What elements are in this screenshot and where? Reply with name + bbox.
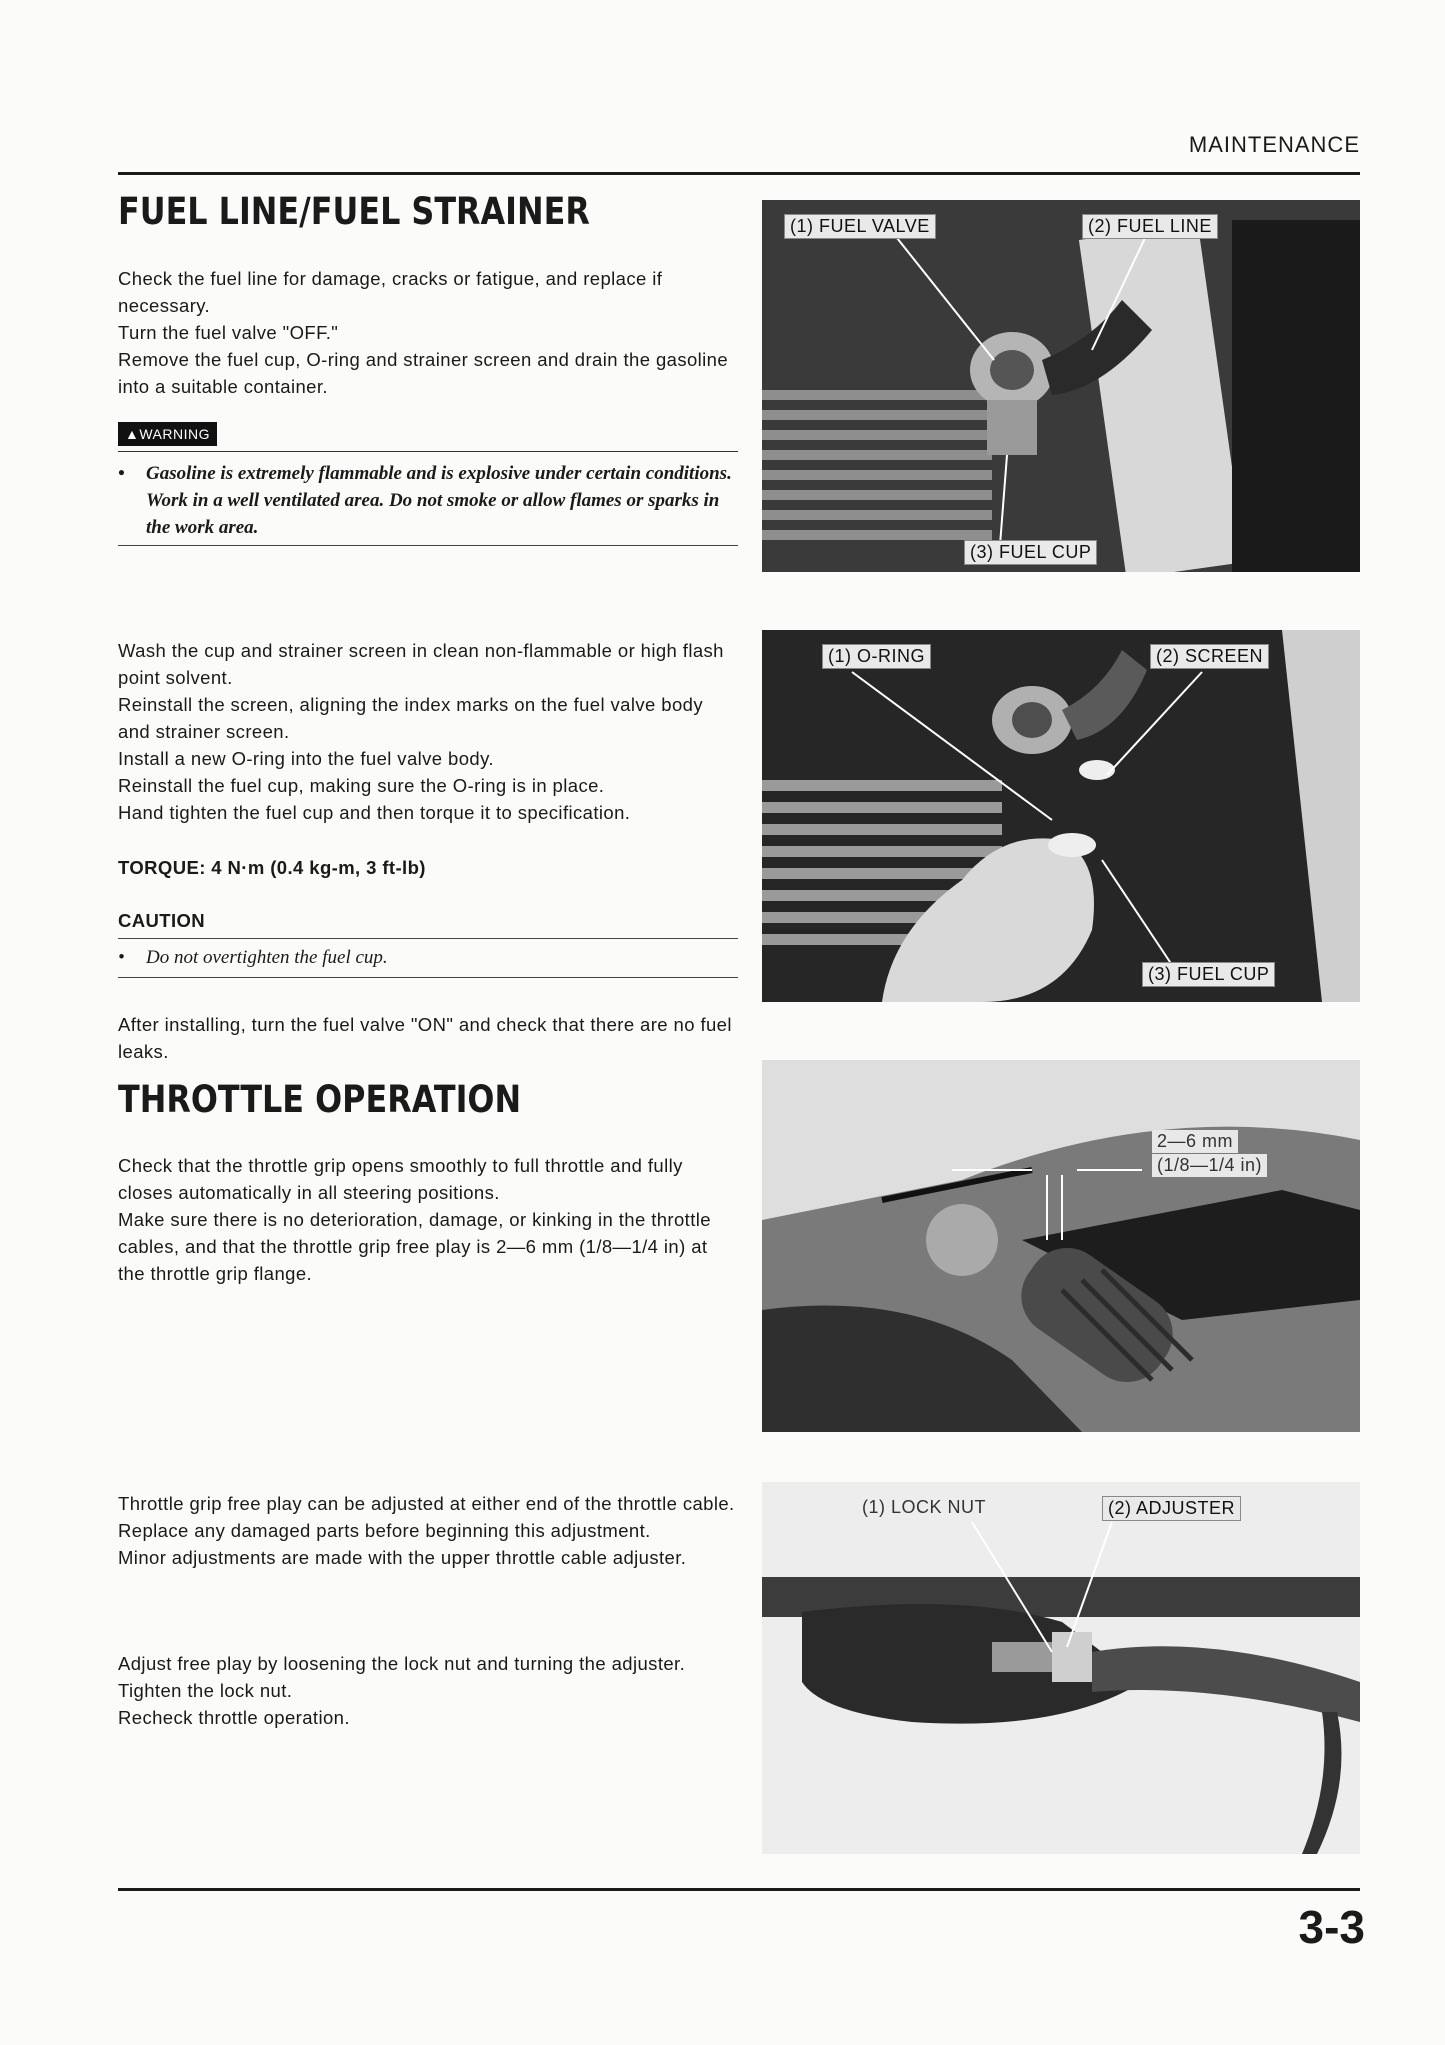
- strainer-photo-art: [762, 630, 1360, 1002]
- throttle-cable-photo: [762, 1482, 1360, 1854]
- throttle-adjust: [118, 1490, 738, 1571]
- warning-rule: [118, 451, 738, 452]
- callout-fuel-cup: (3) FUEL CUP: [964, 540, 1097, 565]
- callout-fuel-valve: (1) FUEL VALVE: [784, 214, 936, 239]
- callout-free-play-mm: 2—6 mm: [1152, 1130, 1238, 1153]
- throttle-adjust-2: Minor adjustments are made with the upper throttle cable adjuster.: [118, 1547, 687, 1568]
- warning-note: [118, 460, 738, 541]
- warning-triangle-icon: ▲: [125, 426, 140, 442]
- caution-note: [118, 944, 738, 971]
- fuel-after-text: After installing, turn the fuel valve "ON" and check that there are no fuel leaks.: [118, 1014, 732, 1062]
- throttle-adjust-step-1: Adjust free play by loosening the lock nut and turning the adjuster.: [118, 1653, 686, 1674]
- section-label: MAINTENANCE: [1188, 132, 1360, 157]
- fuel-step-2: Reinstall the screen, aligning the index marks on the fuel valve body and strainer screen.: [118, 694, 703, 742]
- throttle-adjust-1: Throttle grip free play can be adjusted at either end of the throttle cable. Replace any damaged parts before beginning this adjustment.: [118, 1493, 735, 1541]
- throttle-section-title: THROTTLE OPERATION: [118, 1078, 522, 1121]
- callout-lock-nut: (1) LOCK NUT: [862, 1497, 987, 1517]
- callout-adjuster: (2) ADJUSTER: [1102, 1496, 1241, 1521]
- callout-fuel-line: (2) FUEL LINE: [1082, 214, 1218, 239]
- fuel-step-5: Hand tighten the fuel cup and then torque it to specification.: [118, 802, 631, 823]
- caution-top-rule: [118, 938, 738, 939]
- warning-badge: [118, 422, 217, 446]
- throttle-check-2: Make sure there is no deterioration, damage, or kinking in the throttle cables, and that the throttle grip free play is 2—6 mm (1/8—1/4 in) at the throttle grip flange.: [118, 1209, 711, 1284]
- warning-header: [118, 422, 738, 454]
- throttle-cable-photo-art: [762, 1482, 1360, 1854]
- callout-screen: (2) SCREEN: [1150, 644, 1269, 669]
- callout-free-play-in: (1/8—1/4 in): [1152, 1154, 1267, 1177]
- warning-text: Gasoline is extremely flammable and is explosive under certain conditions. Work in a well ventilated area. Do not smoke or allow flames or sparks in the work area.: [146, 463, 732, 538]
- fuel-intro-line-3: Remove the fuel cup, O-ring and strainer screen and drain the gasoline into a suitable container.: [118, 349, 729, 397]
- strainer-photo: [762, 630, 1360, 1002]
- page-number: 3-3: [1298, 1901, 1365, 1953]
- bullet: •: [118, 463, 125, 484]
- callout-fuel-cup-2: (3) FUEL CUP: [1142, 962, 1275, 987]
- footer-rule: [118, 1888, 1360, 1891]
- fuel-section-title: FUEL LINE/FUEL STRAINER: [118, 190, 590, 233]
- throttle-check: [118, 1152, 738, 1287]
- caution-label: CAUTION: [118, 910, 206, 931]
- fuel-valve-photo-art: [762, 200, 1360, 572]
- callout-o-ring: (1) O-RING: [822, 644, 931, 669]
- header-rule: [118, 172, 1360, 175]
- fuel-valve-photo: [762, 200, 1360, 572]
- fuel-intro: [118, 265, 738, 400]
- fuel-step-4: Reinstall the fuel cup, making sure the O-ring is in place.: [118, 775, 605, 796]
- fuel-intro-line-1: Check the fuel line for damage, cracks or fatigue, and replace if necessary.: [118, 268, 663, 316]
- caution-bottom-rule: [118, 977, 738, 978]
- fuel-steps: [118, 637, 738, 826]
- warning-bottom-rule: [118, 545, 738, 546]
- throttle-adjust-step-3: Recheck throttle operation.: [118, 1707, 350, 1728]
- torque-spec: TORQUE: 4 N·m (0.4 kg-m, 3 ft-lb): [118, 857, 426, 878]
- throttle-grip-photo: [762, 1060, 1360, 1432]
- fuel-step-3: Install a new O-ring into the fuel valve body.: [118, 748, 494, 769]
- fuel-step-1: Wash the cup and strainer screen in clean non-flammable or high flash point solvent.: [118, 640, 724, 688]
- throttle-grip-photo-art: [762, 1060, 1360, 1432]
- warning-label: WARNING: [139, 426, 211, 442]
- caution-text: Do not overtighten the fuel cup.: [146, 947, 388, 968]
- throttle-check-1: Check that the throttle grip opens smoothly to full throttle and fully closes automatically in all steering positions.: [118, 1155, 683, 1203]
- throttle-adjust-steps: [118, 1650, 738, 1731]
- throttle-adjust-step-2: Tighten the lock nut.: [118, 1680, 293, 1701]
- fuel-intro-line-2: Turn the fuel valve "OFF.": [118, 322, 339, 343]
- bullet: •: [118, 947, 125, 968]
